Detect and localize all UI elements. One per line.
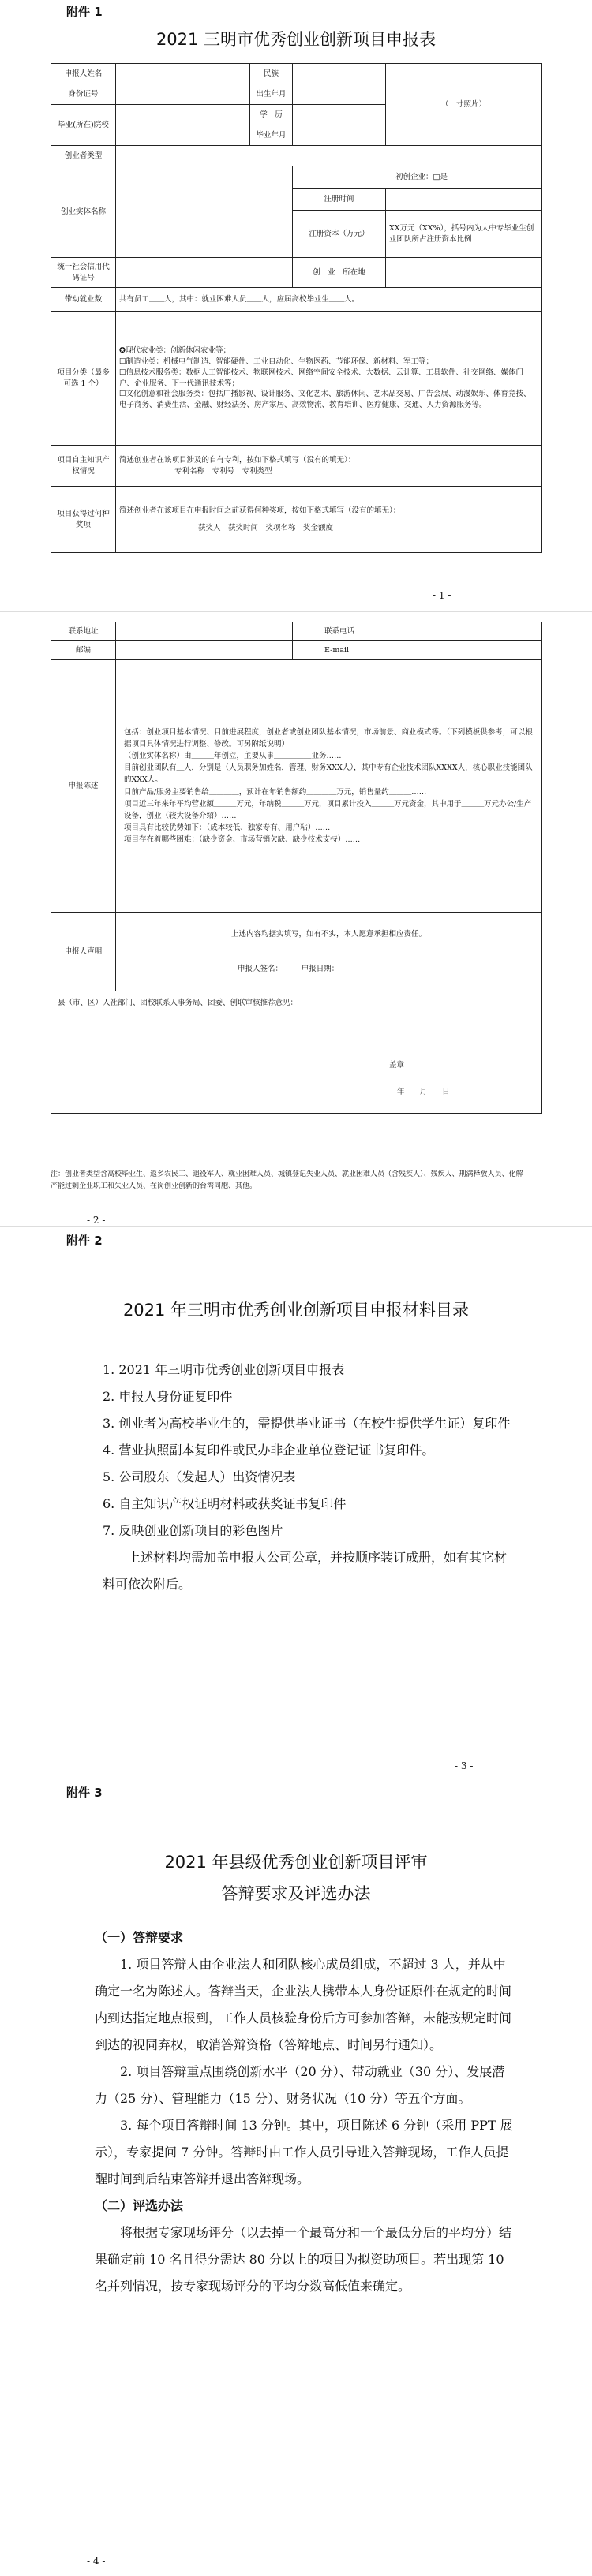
application-form-table-continued xyxy=(51,622,542,1114)
location-field[interactable] xyxy=(386,258,542,288)
statement-line: 项目具有比较优势如下：（成本较低、独家专有、用户粘）…… xyxy=(124,823,331,833)
category-option-manufacturing[interactable]: ☐制造业类：机械电气制造、智能硬件、工业自动化、生物医药、节能环保、新材料、军工等； xyxy=(119,357,434,366)
office-opinion-text: 县（市、区）人社部门、团校联系人事务局、团委、创联审核推荐意见： xyxy=(58,999,298,1007)
zip-field[interactable] xyxy=(116,641,293,660)
nation-field[interactable] xyxy=(293,64,386,84)
award-field[interactable] xyxy=(116,487,542,553)
declaration-label: 申报人声明 xyxy=(51,913,116,991)
birth-field[interactable] xyxy=(293,84,386,105)
statement-line: 目前产品/服务主要销售给＿＿＿＿，预计在年销售额约＿＿＿＿万元，销售量约＿＿＿…… xyxy=(124,787,427,797)
category-label: 项目分类（最多可选 1 个） xyxy=(51,312,116,446)
category-option-culture[interactable]: ☐文化创意和社会服务类：包括广播影视、设计服务、文化艺术、旅游休闲、艺术品交易、广告会展、动漫娱乐、体育竞技、电子商务、消费生活、金融、财经法务、房产家居、高效物流、教育培训、医疗健康、交通、人力资源服务等。 xyxy=(119,390,531,410)
page-number-2: - 2 - xyxy=(87,1215,106,1226)
jobs-label: 带动就业数 xyxy=(51,288,116,312)
annex-3-title-line2: 答辩要求及评选办法 xyxy=(221,1884,371,1903)
ip-label: 项目自主知识产权情况 xyxy=(51,446,116,487)
grad-label: 毕业年月 xyxy=(250,125,293,146)
award-label: 项目获得过何种奖项 xyxy=(51,487,116,553)
materials-item: 6. 自主知识产权证明材料或获奖证书复印件 xyxy=(103,1496,347,1511)
rule-paragraph-4: 将根据专家现场评分（以去掉一个最高分和一个最低分后的平均分）结果确定前 10 名且得分需达 80 分以上的项目为拟资助项目。若出现第 10 名并列情况，按专家现场评分的平均分数高低值来确定。 xyxy=(95,2225,512,2294)
annex-1-label: 附件 1 xyxy=(66,5,103,19)
phone-label: 联系电话 xyxy=(293,622,542,641)
capital-value[interactable]: XX万元（XX%），括号内为大中专毕业生创业团队所占注册资本比例 xyxy=(386,211,542,258)
entity-name-label: 创业实体名称 xyxy=(51,166,116,258)
applicant-name-field[interactable] xyxy=(116,64,250,84)
credit-code-field[interactable] xyxy=(116,258,293,288)
materials-item: 1. 2021 年三明市优秀创业创新项目申报表 xyxy=(103,1362,345,1377)
credit-code-label: 统一社会信用代码证号 xyxy=(51,258,116,288)
degree-label: 学 历 xyxy=(250,105,293,125)
application-form-table xyxy=(51,63,542,553)
nation-label: 民族 xyxy=(250,64,293,84)
id-number-label: 身份证号 xyxy=(51,84,116,105)
id-number-field[interactable] xyxy=(116,84,250,105)
entrepreneur-type-field[interactable] xyxy=(116,146,542,166)
email-label: E-mail xyxy=(293,641,542,660)
category-option-agriculture[interactable]: ✪现代农业类：创新休闲农业等； xyxy=(119,346,230,356)
page-number-4: - 4 - xyxy=(87,2555,106,2567)
address-field[interactable] xyxy=(116,622,293,641)
register-time-field[interactable] xyxy=(386,189,542,211)
office-seal: 盖章 xyxy=(389,1060,405,1070)
annex-2-title: 2021 年三明市优秀创业创新项目申报材料目录 xyxy=(122,1301,470,1320)
entity-name-field[interactable] xyxy=(116,166,293,258)
entrepreneur-type-label: 创业者类型 xyxy=(51,146,116,166)
page-break-1 xyxy=(0,611,592,612)
startup-checkbox[interactable]: 初创企业：□是 xyxy=(293,166,542,189)
ip-columns: 专利名称 专利号 专利类型 xyxy=(174,466,272,476)
materials-list xyxy=(103,1357,513,1598)
materials-item: 7. 反映创业创新项目的彩色图片 xyxy=(103,1523,283,1538)
declaration-field[interactable] xyxy=(116,913,542,991)
rule-paragraph-3: 3. 每个项目答辩时间 13 分钟。其中，项目陈述 6 分钟（采用 PPT 展示），专家提问 7 分钟。答辩时由工作人员引导进入答辩现场，工作人员提醒时间到后结束答辩并退出答辩现场。 xyxy=(95,2118,513,2186)
school-field[interactable] xyxy=(116,105,250,146)
address-label: 联系地址 xyxy=(51,622,116,641)
page-break-2 xyxy=(0,1226,592,1227)
materials-item: 2. 申报人身份证复印件 xyxy=(103,1389,233,1404)
statement-line: 目前创业团队有＿人，分别是（人员职务加姓名，管理、财务XXX人），其中专有企业技术团队XXXX人，核心职业技能团队的XXX人。 xyxy=(124,763,533,785)
annex-2-label: 附件 2 xyxy=(66,1234,103,1248)
office-opinion-field[interactable] xyxy=(51,991,542,1114)
statement-line: 包括：创业项目基本情况、目前进展程度，创业者或创业团队基本情况，市场前景、商业模式等。（下列模板供参考，可以根据项目具体情况进行调整、修改。可另附纸说明） xyxy=(124,727,533,749)
office-date: 年 月 日 xyxy=(397,1087,450,1096)
declaration-signature: 申报人签名： 申报日期： xyxy=(238,964,339,973)
degree-field[interactable] xyxy=(293,105,386,125)
award-instruction: 简述创业者在该项目在申报时间之前获得何种奖项，按如下格式填写（没有的填无）： xyxy=(119,506,401,515)
defense-rules xyxy=(95,1925,513,2300)
location-label: 创 业 所在地 xyxy=(293,258,386,288)
category-option-it[interactable]: ☐信息技术服务类：数据人工智能技术、物联网技术、网络空间安全技术、大数据、云计算、工具软件、社交网络、媒体门户、企业服务、下一代通讯技术等； xyxy=(119,368,524,388)
declaration-text: 上述内容均据实填写，如有不实，本人愿意承担相应责任。 xyxy=(230,929,426,939)
annex-1-title: 2021 三明市优秀创业创新项目申报表 xyxy=(155,30,437,49)
grad-field[interactable] xyxy=(293,125,386,146)
section-heading-defense: （一）答辩要求 xyxy=(95,1930,184,1945)
ip-field[interactable] xyxy=(116,446,542,487)
ip-instruction: 简述创业者在该项目涉及的自有专利，按如下格式填写（没有的填无）： xyxy=(119,455,356,465)
materials-item: 3. 创业者为高校毕业生的，需提供毕业证书（在校生提供学生证）复印件 xyxy=(103,1416,511,1431)
register-time-label: 注册时间 xyxy=(293,189,386,211)
category-options xyxy=(116,312,542,446)
statement-label: 申报陈述 xyxy=(51,660,116,913)
annex-3-label: 附件 3 xyxy=(66,1786,103,1800)
zip-label: 邮编 xyxy=(51,641,116,660)
statement-line: 项目存在着哪些困难：（缺少资金、市场营销欠缺、缺少技术支持）…… xyxy=(124,835,361,845)
form-note: 注：创业者类型含高校毕业生、返乡农民工、退役军人、就业困难人员、城镇登记失业人员、就业困难人员（含残疾人）、残疾人、刑满释放人员、化解产能过剩企业职工和失业人员、在岗创业创新的台湾同胞、其他。 xyxy=(51,1170,523,1191)
jobs-value[interactable]: 共有员工＿＿人，其中：就业困难人员＿＿人，应届高校毕业生＿＿人。 xyxy=(116,288,542,312)
materials-item: 4. 营业执照副本复印件或民办非企业单位登记证书复印件。 xyxy=(103,1443,435,1458)
applicant-name-label: 申报人姓名 xyxy=(51,64,116,84)
statement-line: 项目近三年来年平均营业额＿＿＿万元，年纳税＿＿＿万元，项目累计投入＿＿＿万元资金，其中用于＿＿＿万元办公/生产设备，创业（较大设备介绍）…… xyxy=(124,799,532,820)
award-columns: 获奖人 获奖时间 奖项名称 奖金额度 xyxy=(198,523,334,532)
school-label: 毕业(所在)院校 xyxy=(51,105,116,146)
capital-label: 注册资本（万元） xyxy=(293,211,386,258)
materials-item: 5. 公司股东（发起人）出资情况表 xyxy=(103,1469,296,1484)
statement-line: （创业实体名称）由＿＿＿年创立，主要从事＿＿＿＿＿业务…… xyxy=(124,751,342,760)
section-heading-selection: （二）评选办法 xyxy=(95,2198,184,2213)
page-number-1: - 1 - xyxy=(433,590,451,601)
rule-paragraph-1: 1. 项目答辩人由企业法人和团队核心成员组成，不超过 3 人，并从中确定一名为陈述人。答辩当天，企业法人携带本人身份证原件在规定的时间内到达指定地点报到，工作人员核验身份后方可参加答辩，未能按规定时间到达的视同弃权，取消答辩资格（答辩地点、时间另行通知）。 xyxy=(95,1957,512,2052)
statement-field[interactable] xyxy=(116,660,542,913)
rule-paragraph-2: 2. 项目答辩重点围绕创新水平（20 分）、带动就业（30 分）、发展潜力（25 分）、管理能力（15 分）、财务状况（10 分）等五个方面。 xyxy=(95,2064,505,2106)
photo-box: （一寸照片） xyxy=(386,64,542,146)
annex-3-title-line1: 2021 年县级优秀创业创新项目评审 xyxy=(164,1853,428,1872)
materials-closing: 上述材料均需加盖申报人公司公章，并按顺序装订成册，如有其它材料可依次附后。 xyxy=(103,1550,508,1592)
page-number-3: - 3 - xyxy=(455,1760,474,1771)
birth-label: 出生年月 xyxy=(250,84,293,105)
